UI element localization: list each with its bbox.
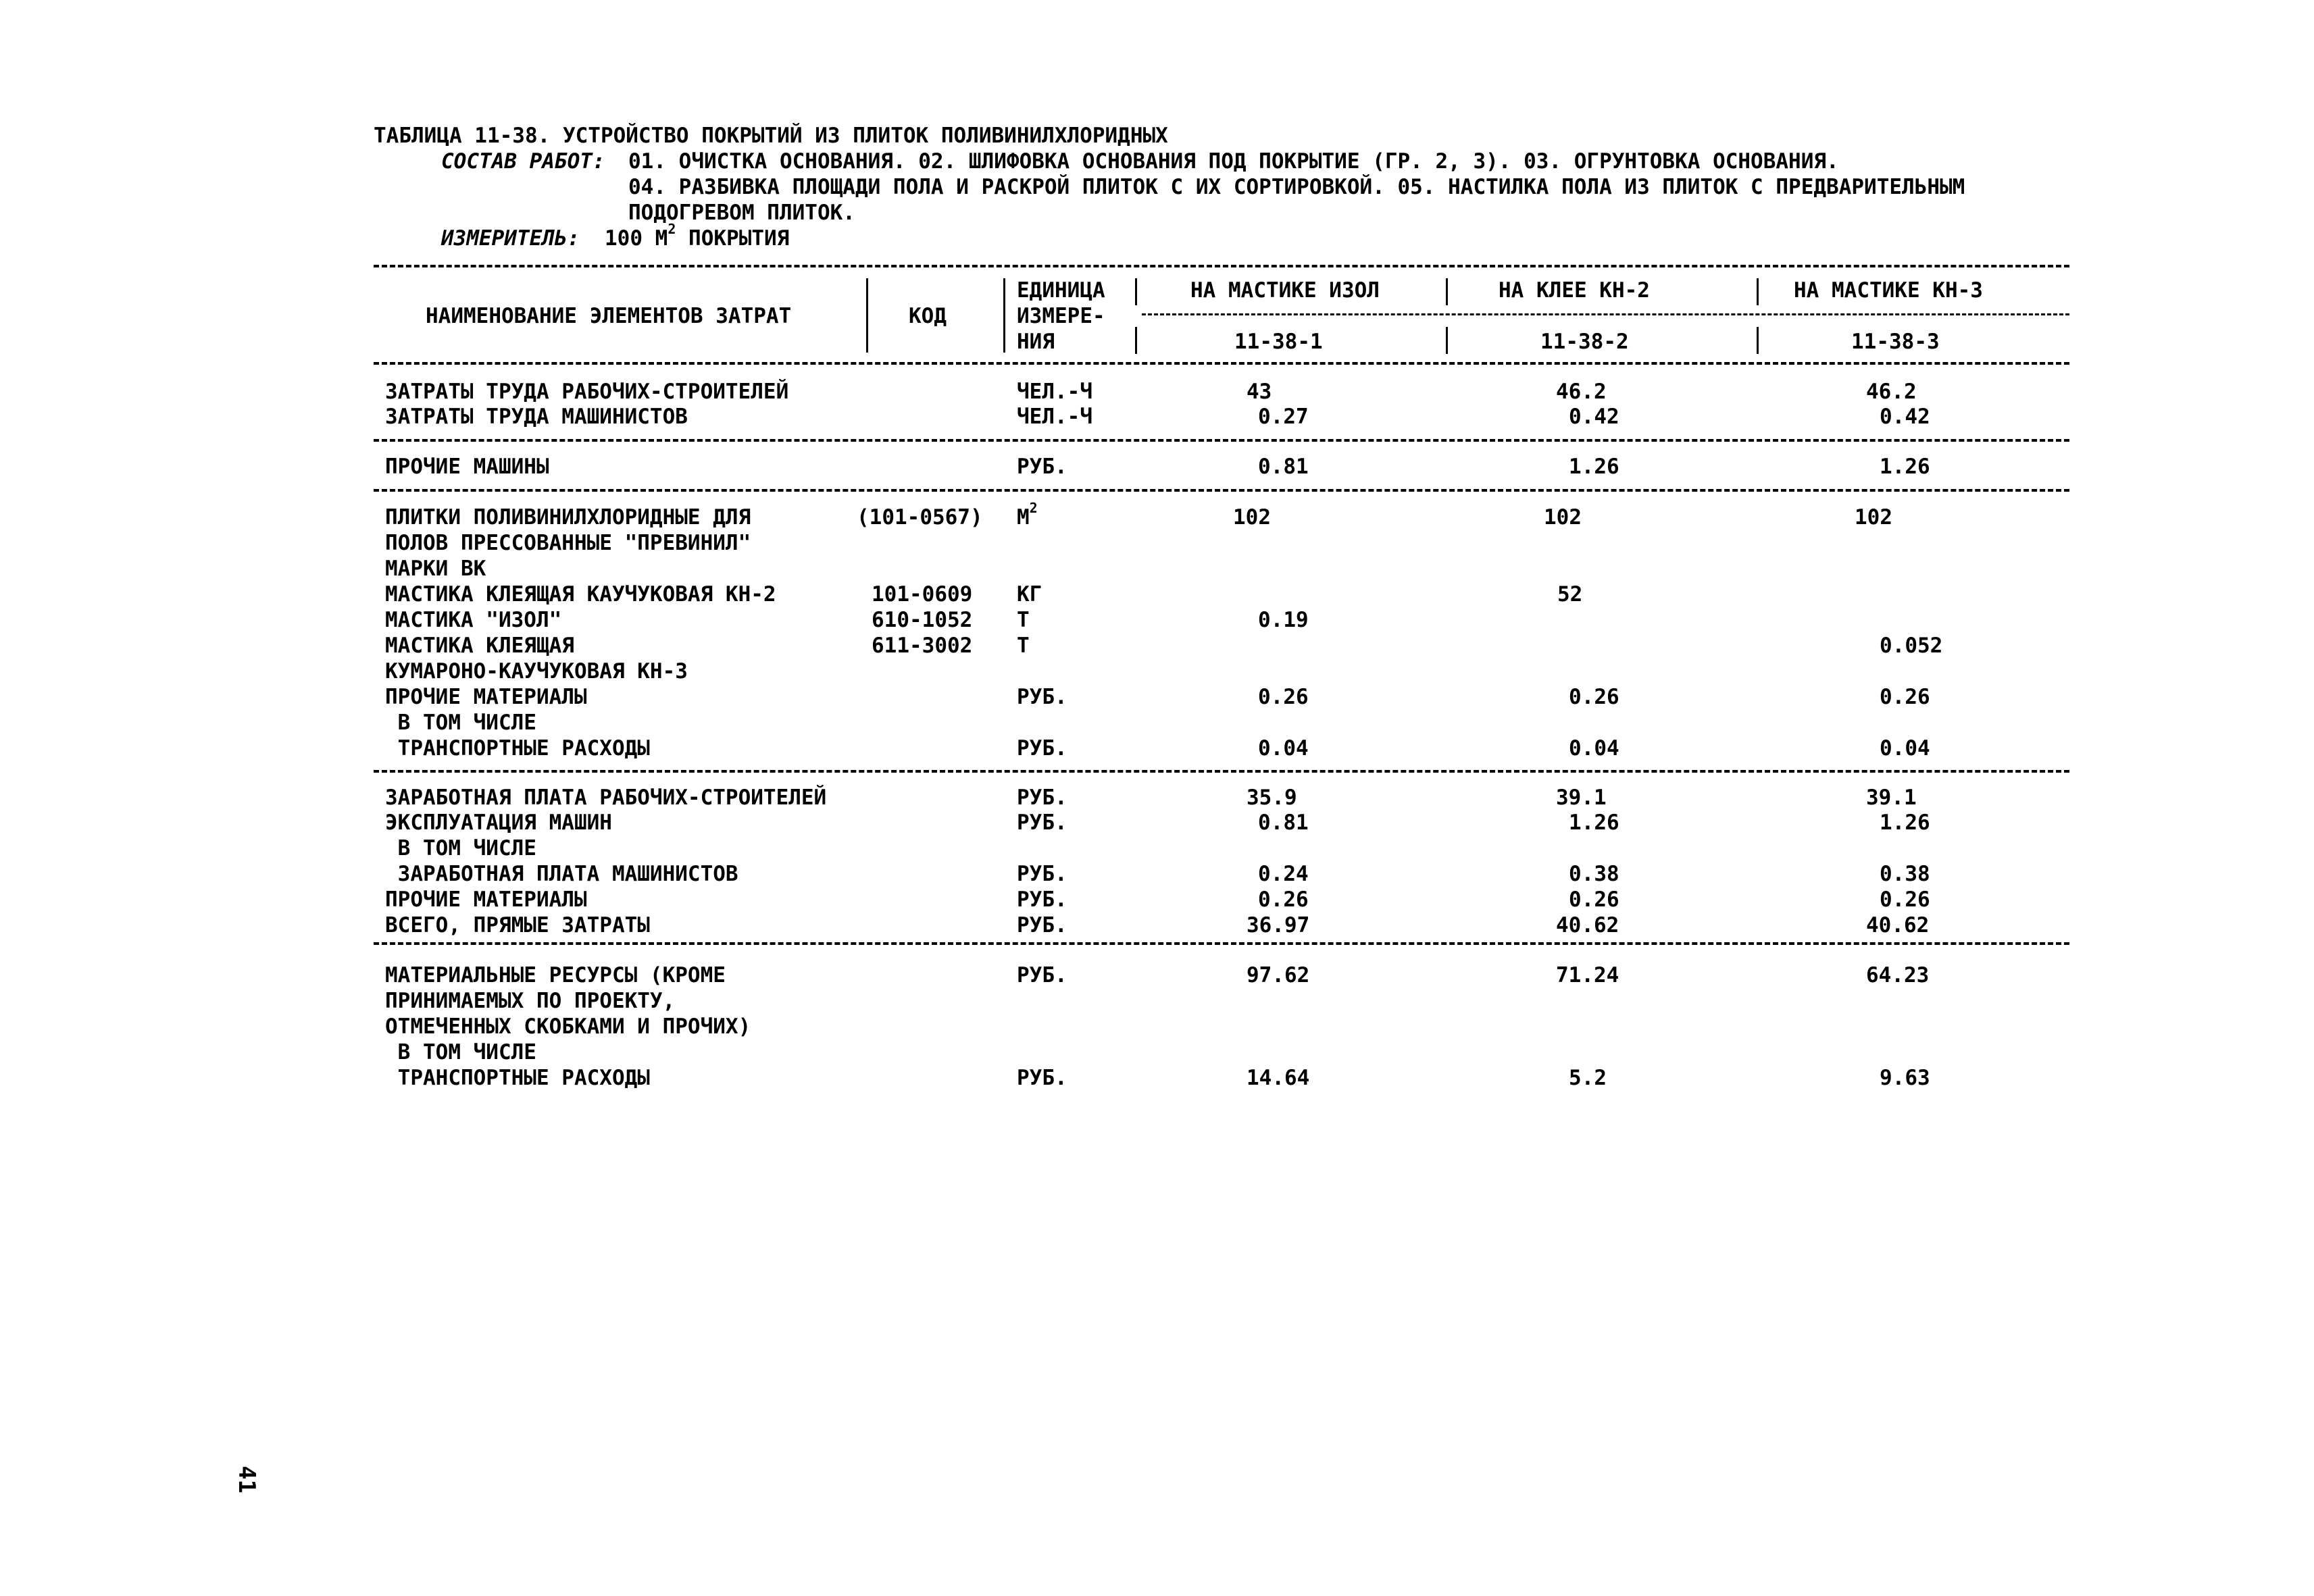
header-divider	[1135, 278, 1137, 305]
row-unit: Т	[1017, 608, 1030, 632]
row-name: ЗАТРАТЫ ТРУДА МАШИНИСТОВ	[385, 405, 688, 429]
row-value-3: 0.04	[1880, 736, 1930, 761]
page-number: 41	[233, 1466, 260, 1493]
header-divider	[1757, 327, 1759, 354]
composition-line-1: 01. ОЧИСТКА ОСНОВАНИЯ. 02. ШЛИФОВКА ОСНОВАНИЯ ПОД ПОКРЫТИЕ (ГР. 2, 3). 03. ОГРУНТОВКА ОСНОВАНИЯ.	[628, 149, 1839, 174]
row-name: В ТОМ ЧИСЛЕ	[385, 1040, 536, 1064]
row-name: ЗАРАБОТНАЯ ПЛАТА РАБОЧИХ-СТРОИТЕЛЕЙ	[385, 786, 827, 810]
composition-label: СОСТАВ РАБОТ:	[441, 149, 605, 174]
row-value-1: 0.19	[1258, 608, 1309, 632]
row-value-2: 0.26	[1569, 887, 1619, 912]
table-top-rule	[374, 265, 2069, 267]
column-header-code: КОД	[909, 304, 947, 328]
row-name: ЗАРАБОТНАЯ ПЛАТА МАШИНИСТОВ	[385, 862, 738, 886]
section-rule	[374, 770, 2069, 773]
row-value-3: 39.1	[1866, 786, 1917, 810]
row-value-1: 0.24	[1258, 862, 1309, 886]
row-name: ПРОЧИЕ МАТЕРИАЛЫ	[385, 685, 587, 709]
row-value-1: 97.62	[1247, 963, 1310, 987]
column-header-variant-2: НА КЛЕЕ КН-2	[1499, 278, 1650, 303]
row-name: МАСТИКА КЛЕЯЩАЯ КАУЧУКОВАЯ КН-2	[385, 582, 776, 607]
row-name: ПРОЧИЕ МАШИНЫ	[385, 455, 549, 479]
header-divider	[866, 278, 868, 353]
row-unit: РУБ.	[1017, 455, 1067, 479]
row-value-1: 0.27	[1258, 405, 1309, 429]
column-code-variant-1: 11-38-1	[1234, 330, 1323, 354]
row-value-1: 36.97	[1247, 913, 1310, 937]
row-unit: Т	[1017, 634, 1030, 658]
header-bottom-rule	[374, 362, 2069, 365]
row-unit: ЧЕЛ.-Ч	[1017, 405, 1092, 429]
row-value-3: 0.42	[1880, 405, 1930, 429]
column-header-variant-1: НА МАСТИКЕ ИЗОЛ	[1190, 278, 1380, 303]
row-code: (101-0567)	[857, 505, 983, 530]
row-code: 101-0609	[872, 582, 973, 607]
header-divider	[1446, 327, 1448, 354]
row-code: 611-3002	[872, 634, 973, 658]
row-name: ВСЕГО, ПРЯМЫЕ ЗАТРАТЫ	[385, 913, 650, 937]
row-unit: РУБ.	[1017, 1066, 1067, 1090]
row-value-1: 0.04	[1258, 736, 1309, 761]
row-name: МАСТИКА КЛЕЯЩАЯ	[385, 634, 574, 658]
column-header-variant-3: НА МАСТИКЕ КН-3	[1794, 278, 1983, 303]
row-value-3: 64.23	[1866, 963, 1930, 987]
row-value-2: 5.2	[1569, 1066, 1607, 1090]
row-unit: РУБ.	[1017, 786, 1067, 810]
row-value-2: 0.04	[1569, 736, 1619, 761]
row-name: МАТЕРИАЛЬНЫЕ РЕСУРСЫ (КРОМЕ	[385, 963, 726, 987]
row-value-2: 0.38	[1569, 862, 1619, 886]
row-unit: РУБ.	[1017, 810, 1067, 835]
row-value-2: 102	[1544, 505, 1582, 530]
row-unit: ЧЕЛ.-Ч	[1017, 380, 1092, 404]
row-value-2: 46.2	[1556, 380, 1607, 404]
row-value-1: 14.64	[1247, 1066, 1310, 1090]
row-name: ТРАНСПОРТНЫЕ РАСХОДЫ	[385, 736, 650, 761]
column-header-unit-2: ИЗМЕРЕ-	[1017, 304, 1105, 328]
row-unit: $М^2$	[1017, 499, 1038, 530]
measure-value: 100 $М^2$ ПОКРЫТИЯ	[605, 220, 790, 251]
column-header-unit-1: ЕДИНИЦА	[1017, 278, 1105, 303]
row-name: В ТОМ ЧИСЛЕ	[385, 711, 536, 735]
row-value-2: 0.42	[1569, 405, 1619, 429]
column-code-variant-3: 11-38-3	[1851, 330, 1940, 354]
row-name: ПЛИТКИ ПОЛИВИНИЛХЛОРИДНЫЕ ДЛЯ	[385, 505, 751, 530]
row-value-3: 0.052	[1880, 634, 1943, 658]
row-value-3: 0.26	[1880, 685, 1930, 709]
table-title: ТАБЛИЦА 11-38. УСТРОЙСТВО ПОКРЫТИЙ ИЗ ПЛИТОК ПОЛИВИНИЛХЛОРИДНЫХ	[374, 124, 1168, 148]
row-name: ПРОЧИЕ МАТЕРИАЛЫ	[385, 887, 587, 912]
header-divider	[1757, 278, 1759, 305]
row-name: ЭКСПЛУАТАЦИЯ МАШИН	[385, 810, 612, 835]
composition-line-3: ПОДОГРЕВОМ ПЛИТОК.	[628, 201, 855, 225]
row-value-3: 40.62	[1866, 913, 1930, 937]
row-value-2: 1.26	[1569, 810, 1619, 835]
row-value-3: 1.26	[1880, 810, 1930, 835]
column-header-name: НАИМЕНОВАНИЕ ЭЛЕМЕНТОВ ЗАТРАТ	[426, 304, 792, 328]
row-unit: РУБ.	[1017, 862, 1067, 886]
row-unit: РУБ.	[1017, 887, 1067, 912]
row-name: МАСТИКА "ИЗОЛ"	[385, 608, 562, 632]
row-value-2: 39.1	[1556, 786, 1607, 810]
column-code-variant-2: 11-38-2	[1540, 330, 1629, 354]
row-value-2: 1.26	[1569, 455, 1619, 479]
header-divider	[1135, 327, 1137, 354]
composition-line-2: 04. РАЗБИВКА ПЛОЩАДИ ПОЛА И РАСКРОЙ ПЛИТОК С ИХ СОРТИРОВКОЙ. 05. НАСТИЛКА ПОЛА ИЗ ПЛИТОК С ПРЕДВАРИТЕЛЬНЫМ	[628, 175, 1965, 199]
row-name: ПРИНИМАЕМЫХ ПО ПРОЕКТУ,	[385, 989, 676, 1013]
measure-label: ИЗМЕРИТЕЛЬ:	[441, 226, 580, 251]
section-rule	[374, 439, 2069, 442]
section-rule	[374, 942, 2069, 945]
row-value-3: 102	[1855, 505, 1892, 530]
column-header-unit-3: НИЯ	[1017, 330, 1055, 354]
row-value-2: 0.26	[1569, 685, 1619, 709]
row-value-3: 9.63	[1880, 1066, 1930, 1090]
row-unit: РУБ.	[1017, 736, 1067, 761]
row-value-1: 0.26	[1258, 685, 1309, 709]
row-unit: РУБ.	[1017, 963, 1067, 987]
row-name: В ТОМ ЧИСЛЕ	[385, 836, 536, 860]
row-name: ТРАНСПОРТНЫЕ РАСХОДЫ	[385, 1066, 650, 1090]
header-divider	[1003, 278, 1005, 353]
row-value-1: 43	[1247, 380, 1272, 404]
row-code: 610-1052	[872, 608, 973, 632]
row-name: КУМАРОНО-КАУЧУКОВАЯ КН-3	[385, 659, 688, 684]
row-value-1: 102	[1233, 505, 1271, 530]
row-value-3: 0.26	[1880, 887, 1930, 912]
row-value-1: 35.9	[1247, 786, 1297, 810]
row-name: МАРКИ ВК	[385, 557, 486, 581]
row-value-2: 52	[1557, 582, 1583, 607]
row-unit: РУБ.	[1017, 913, 1067, 937]
row-value-3: 0.38	[1880, 862, 1930, 886]
row-unit: КГ	[1017, 582, 1042, 607]
row-value-3: 1.26	[1880, 455, 1930, 479]
row-name: ПОЛОВ ПРЕССОВАННЫЕ "ПРЕВИНИЛ"	[385, 531, 751, 555]
header-mid-rule	[1142, 313, 2069, 315]
row-value-2: 71.24	[1556, 963, 1619, 987]
row-value-3: 46.2	[1866, 380, 1917, 404]
row-name: ОТМЕЧЕННЫХ СКОБКАМИ И ПРОЧИХ)	[385, 1014, 751, 1039]
row-name: ЗАТРАТЫ ТРУДА РАБОЧИХ-СТРОИТЕЛЕЙ	[385, 380, 789, 404]
row-value-1: 0.81	[1258, 810, 1309, 835]
row-unit: РУБ.	[1017, 685, 1067, 709]
row-value-2: 40.62	[1556, 913, 1619, 937]
row-value-1: 0.81	[1258, 455, 1309, 479]
section-rule	[374, 489, 2069, 492]
header-divider	[1446, 278, 1448, 305]
row-value-1: 0.26	[1258, 887, 1309, 912]
